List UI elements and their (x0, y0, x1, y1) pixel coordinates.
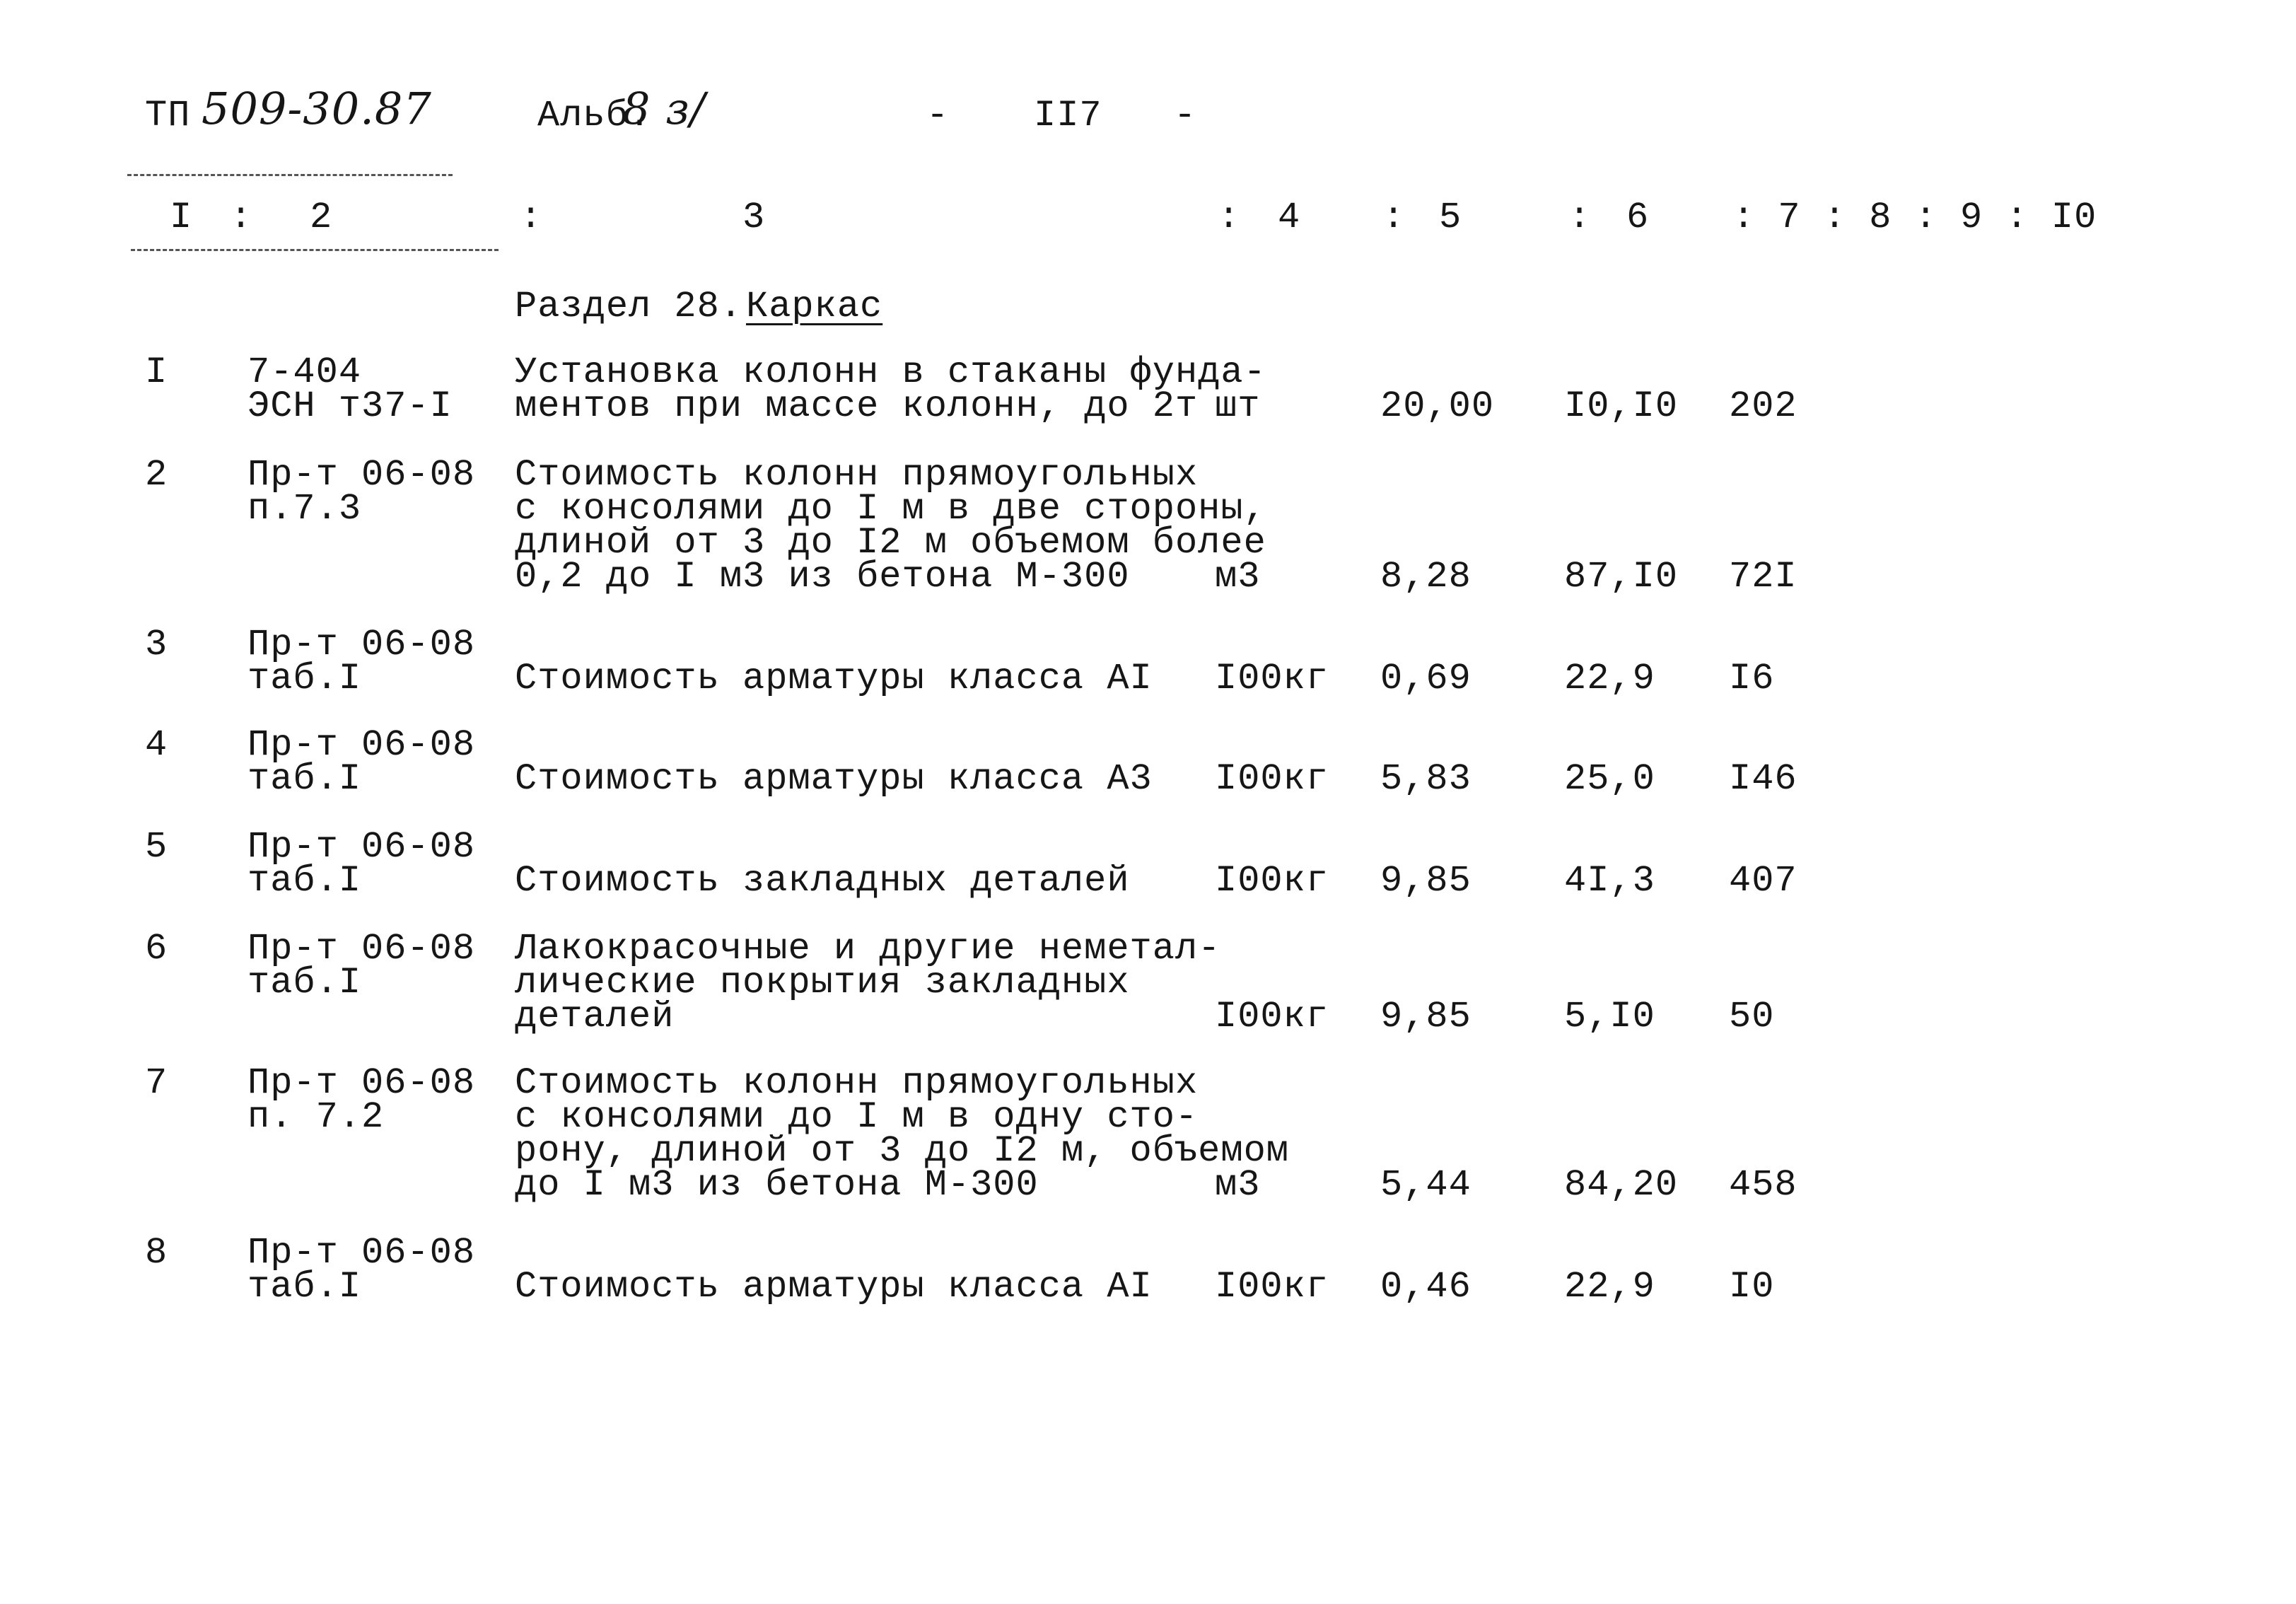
row-5-description: Стоимость закладных деталей (515, 860, 1130, 902)
row-7-number: 7 (145, 1062, 168, 1104)
row-4-total: I46 (1729, 758, 1797, 800)
row-5-unit: I00кг (1215, 860, 1329, 902)
row-1-code: 7-404 ЭСН т37-I (247, 351, 453, 427)
row-8-unit: I00кг (1215, 1266, 1329, 1308)
row-3-number: 3 (145, 624, 168, 666)
row-5-number: 5 (145, 826, 168, 868)
page-number: II7 (1034, 95, 1102, 136)
page-dash-left: - (926, 95, 950, 136)
header-rule-bottom (131, 249, 499, 251)
row-5-quantity: 9,85 (1380, 860, 1472, 902)
row-2-total: 72I (1729, 556, 1797, 598)
row-7-unit: м3 (1215, 1164, 1261, 1206)
row-8-description: Стоимость арматуры класса АI (515, 1266, 1153, 1308)
section-title: Каркас (746, 286, 883, 327)
col-4-header: 4 (1278, 197, 1301, 238)
row-6-quantity: 9,85 (1380, 996, 1472, 1038)
row-3-quantity: 0,69 (1380, 658, 1472, 699)
row-2-unit-price: 87,I0 (1564, 556, 1679, 598)
row-1-total: 202 (1729, 385, 1797, 427)
row-2-number: 2 (145, 454, 168, 496)
row-4-description: Стоимость арматуры класса А3 (515, 758, 1153, 800)
row-8-quantity: 0,46 (1380, 1266, 1472, 1308)
row-2-description: Стоимость колонн прямоугольных с консолями до I м в две стороны, длиной от 3 до I2 м объемом более 0,2 до I м3 из бетона М-300 (515, 454, 1266, 598)
tp-number: 509-30.87 (202, 83, 432, 134)
tp-prefix: ТП (145, 95, 191, 136)
row-5-total: 407 (1729, 860, 1797, 902)
row-2-unit: м3 (1215, 556, 1261, 598)
col-sep-2: : (520, 197, 543, 238)
row-2-quantity: 8,28 (1380, 556, 1472, 598)
row-4-code: Пр-т 06-08 таб.I (247, 724, 476, 800)
row-7-code: Пр-т 06-08 п. 7.2 (247, 1062, 476, 1138)
row-5-unit-price: 4I,3 (1564, 860, 1655, 902)
row-1-quantity: 20,00 (1380, 385, 1495, 427)
row-7-unit-price: 84,20 (1564, 1164, 1679, 1206)
row-3-description: Стоимость арматуры класса АI (515, 658, 1153, 699)
row-1-unit-price: I0,I0 (1564, 385, 1679, 427)
col-sep-4: : (1382, 197, 1406, 238)
album-number: 8 з/ (622, 83, 706, 134)
col-7-10-headers: : 7 : 8 : 9 : I0 (1732, 197, 2097, 238)
col-2-header: 2 (310, 197, 333, 238)
row-7-total: 458 (1729, 1164, 1797, 1206)
header-rule-top (127, 174, 453, 176)
row-6-total: 50 (1729, 996, 1775, 1038)
row-4-unit-price: 25,0 (1564, 758, 1655, 800)
col-3-header: 3 (742, 197, 766, 238)
row-4-quantity: 5,83 (1380, 758, 1472, 800)
row-5-code: Пр-т 06-08 таб.I (247, 826, 476, 902)
row-8-total: I0 (1729, 1266, 1775, 1308)
row-4-unit: I00кг (1215, 758, 1329, 800)
col-sep-5: : (1568, 197, 1592, 238)
col-sep-3: : (1218, 197, 1241, 238)
col-5-header: 5 (1439, 197, 1462, 238)
row-3-code: Пр-т 06-08 таб.I (247, 624, 476, 699)
row-4-number: 4 (145, 724, 168, 766)
row-6-unit: I00кг (1215, 996, 1329, 1038)
col-1-header: I (170, 197, 193, 238)
col-sep-1: : (230, 197, 253, 238)
row-1-description: Установка колонн в стаканы фунда- ментов при массе колонн, до 2т (515, 351, 1266, 427)
row-7-quantity: 5,44 (1380, 1164, 1472, 1206)
album-prefix: Альб. (537, 95, 652, 136)
row-1-unit: шт (1215, 385, 1261, 427)
page-dash-right: - (1174, 95, 1197, 136)
row-8-unit-price: 22,9 (1564, 1266, 1655, 1308)
row-1-number: I (145, 351, 168, 393)
row-8-number: 8 (145, 1232, 168, 1274)
col-6-header: 6 (1626, 197, 1650, 238)
row-6-number: 6 (145, 928, 168, 970)
row-2-code: Пр-т 06-08 п.7.3 (247, 454, 476, 530)
row-3-unit-price: 22,9 (1564, 658, 1655, 699)
section-prefix: Раздел 28. (515, 286, 743, 327)
row-6-unit-price: 5,I0 (1564, 996, 1655, 1038)
row-7-description: Стоимость колонн прямоугольных с консолями до I м в одну сто- рону, длиной от 3 до I2 м, объемом до I м3 из бетона М-300 (515, 1062, 1289, 1206)
row-8-code: Пр-т 06-08 таб.I (247, 1232, 476, 1308)
row-6-description: Лакокрасочные и другие неметал- лические покрытия закладных деталей (515, 928, 1221, 1038)
row-3-total: I6 (1729, 658, 1775, 699)
row-6-code: Пр-т 06-08 таб.I (247, 928, 476, 1004)
row-3-unit: I00кг (1215, 658, 1329, 699)
